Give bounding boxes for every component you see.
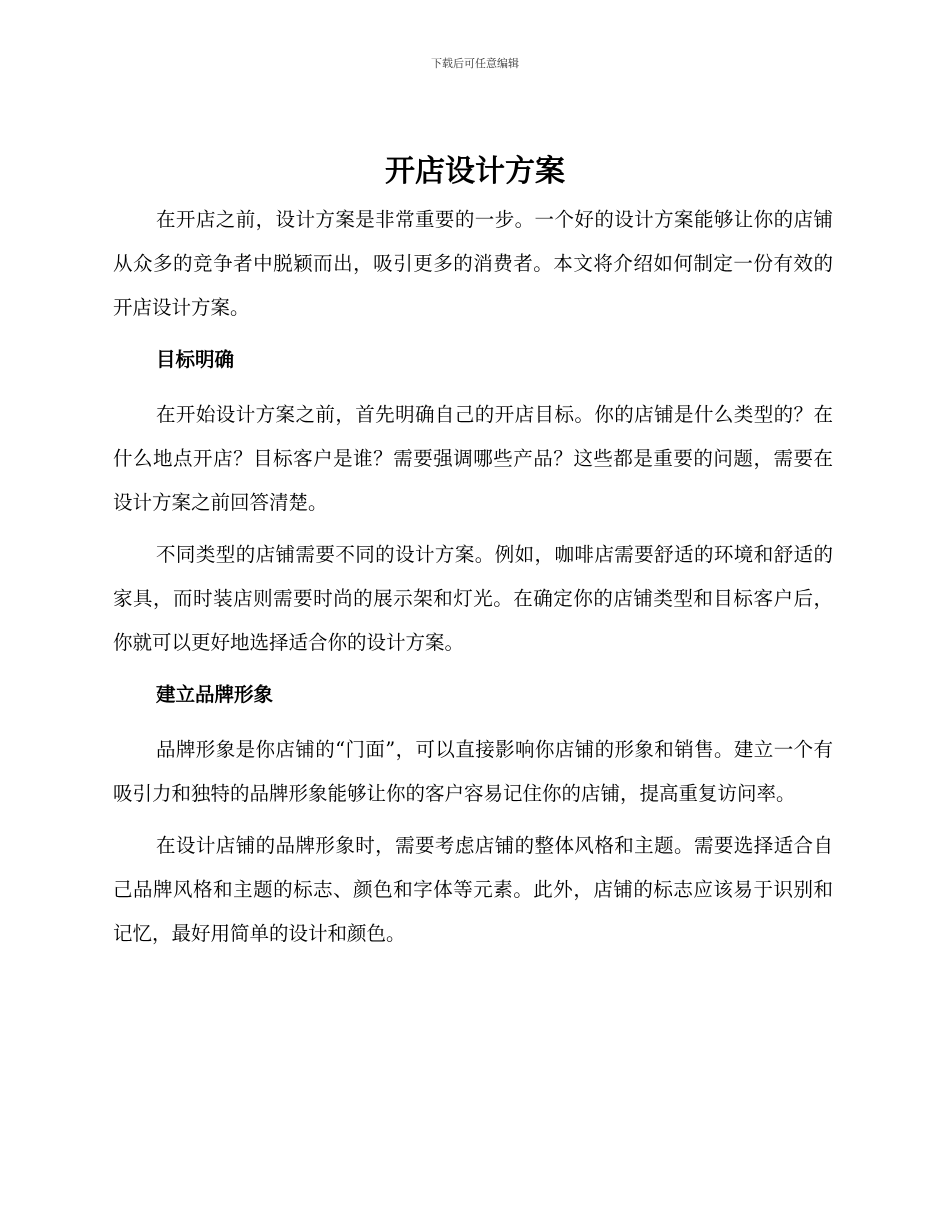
section-heading-goals: 目标明确 (156, 348, 235, 371)
document-title: 开店设计方案 (385, 154, 565, 189)
section-brand-paragraph-2: 在设计店铺的品牌形象时，需要考虑店铺的整体风格和主题。需要选择适合自己品牌风格和主题的标志、颜色和字体等元素。此外，店铺的标志应该易于识别和记忆，最好用简单的设计和颜色。 (113, 834, 833, 945)
header-note: 下载后可任意编辑 (431, 57, 519, 70)
intro-paragraph: 在开店之前，设计方案是非常重要的一步。一个好的设计方案能够让你的店铺从众多的竞争者中脱颖而出，吸引更多的消费者。本文将介绍如何制定一份有效的开店设计方案。 (113, 208, 833, 319)
document-body (113, 198, 833, 956)
section-brand-paragraph-1: 品牌形象是你店铺的“门面”，可以直接影响你店铺的形象和销售。建立一个有吸引力和独特的品牌形象能够让你的客户容易记住你的店铺，提高重复访问率。 (113, 738, 833, 805)
section-heading-brand: 建立品牌形象 (156, 683, 274, 706)
section-goals-paragraph-2: 不同类型的店铺需要不同的设计方案。例如，咖啡店需要舒适的环境和舒适的家具，而时装店则需要时尚的展示架和灯光。在确定你的店铺类型和目标客户后，你就可以更好地选择适合你的设计方案。 (113, 543, 833, 654)
section-goals-paragraph-1: 在开始设计方案之前，首先明确自己的开店目标。你的店铺是什么类型的？在什么地点开店？目标客户是谁？需要强调哪些产品？这些都是重要的问题，需要在设计方案之前回答清楚。 (113, 403, 833, 514)
